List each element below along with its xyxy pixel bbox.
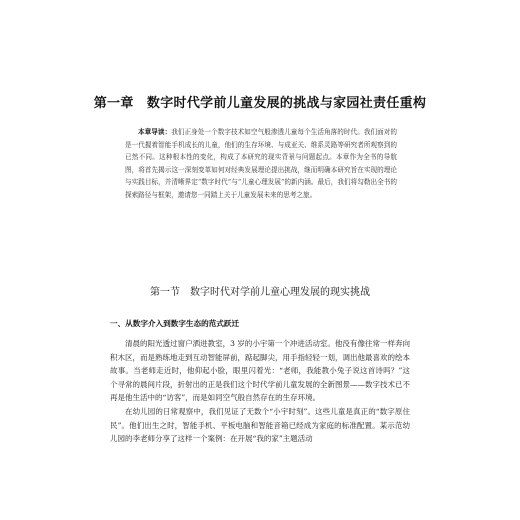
body-paragraph: 在幼儿园的日常观察中，我们见证了无数个“小宇时刻”。这些儿童是真正的“数字原住民”。他们出生之时，智能手机、平板电脑和智能音箱已经成为家庭的标准配置。某示范幼儿园的李老师分享了这样一个案例：在开展“我的家”主题活动 xyxy=(110,406,410,444)
intro-text: 我们正身处一个数字技术如空气般渗透儿童每个生活角落的时代。我们面对的是一代握着智能手机成长的儿童，他们的生存环境、与成亚关、维系灵路等研究者所观察到的已然不同。这种根本性的变化，构成了本研究的现实背景与问题起点。本章作为全书的导航图，将首先揭示这一深刻变革如何对经典发展理论提出挑战，继而明确本研究旨在实现的理论与实践目标，并清晰界定“数字时代”与“儿童心理发展”的新内涵。最后，我们将勾勒出全书的探索路径与框架，邀请您一同踏上关于儿童发展未来的思考之旅。 xyxy=(125,128,398,199)
chapter-intro xyxy=(125,126,397,202)
intro-lead: 本章导读： xyxy=(138,128,172,136)
chapter-title: 第一章 数字时代学前儿童发展的挑战与家园社责任重构 xyxy=(93,96,427,111)
body-paragraph: 清晨的阳光透过窗户洒进教室，3 岁的小宇第一个冲进活动室。他没有像往常一样奔向积木区，而是熟练地走到互动智能屏前，踮起脚尖，用手指轻轻一划，调出他最喜欢的绘本故事。当老师走近时，他仰起小脸，眼里闪着光：“老师，我能教小兔子说这首诗吗？”这个寻常的晨间片段，折射出的正是我们这个时代学前儿童发展的全新图景——数字技术已不再是他生活中的“访客”，而是如同空气般自然存在的生存环境。 xyxy=(110,339,410,403)
sub-heading: 一、从数字介入到数字生态的范式跃迁 xyxy=(110,319,240,328)
section-title: 第一节 数字时代对学前儿童心理发展的现实挑战 xyxy=(150,287,370,298)
body-text xyxy=(110,337,410,446)
